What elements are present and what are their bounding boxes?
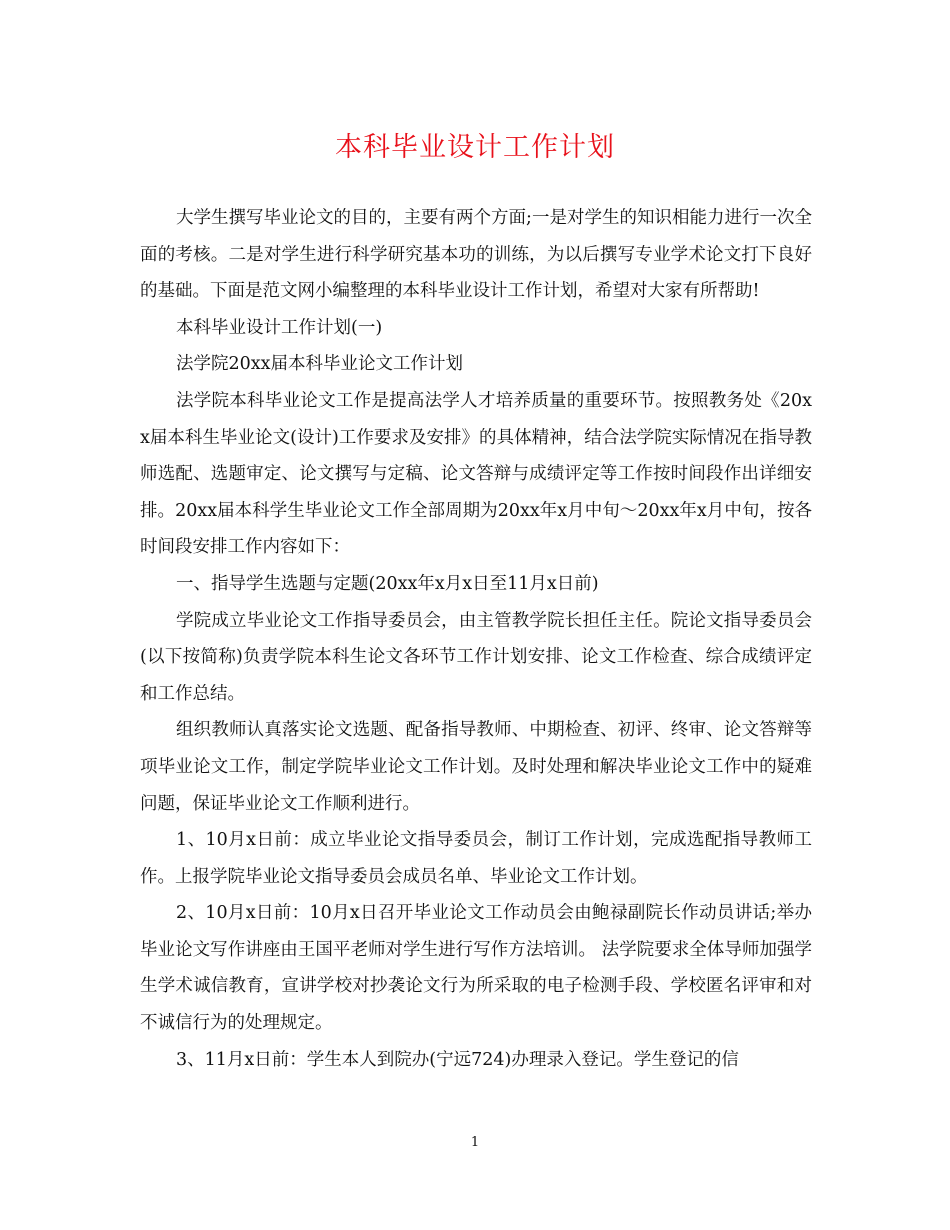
document-body xyxy=(140,200,812,1078)
subsection-heading: 法学院20xx届本科毕业论文工作计划 xyxy=(176,354,464,375)
section-heading: 本科毕业设计工作计划(一) xyxy=(176,317,383,338)
document-title: 本科毕业设计工作计划 xyxy=(335,132,615,163)
list-item: 1、10月x日前：成立毕业论文指导委员会，制订工作计划，完成选配指导教师工作。上报学院毕业论文指导委员会成员名单、毕业论文工作计划。 xyxy=(140,830,812,887)
list-item: 3、11月x日前：学生本人到院办(宁远724)办理录入登记。学生登记的信 xyxy=(176,1049,739,1070)
intro-paragraph: 大学生撰写毕业论文的目的，主要有两个方面;一是对学生的知识相能力进行一次全面的考核。二是对学生进行科学研究基本功的训练，为以后撰写专业学术论文打下良好的基础。下面是范文网小编整理的本科毕业设计工作计划，希望对大家有所帮助! xyxy=(140,208,812,302)
body-paragraph: 学院成立毕业论文工作指导委员会，由主管教学院长担任主任。院论文指导委员会(以下按简称)负责学院本科生论文各环节工作计划安排、论文工作检查、综合成绩评定和工作总结。 xyxy=(140,610,812,704)
step-heading: 一、指导学生选题与定题(20xx年x月x日至11月x日前) xyxy=(176,573,599,594)
page-number: 1 xyxy=(470,1135,480,1150)
list-item: 2、10月x日前：10月x日召开毕业论文工作动员会由鲍禄副院长作动员讲话;举办毕业论文写作讲座由王国平老师对学生进行写作方法培训。 法学院要求全体导师加强学生学术诚信教育，宣讲学校对抄袭论文行为所采取的电子检测手段、学校匿名评审和对不诚信行为的处理规定。 xyxy=(140,903,812,1034)
body-paragraph: 组织教师认真落实论文选题、配备指导教师、中期检查、初评、终审、论文答辩等项毕业论文工作，制定学院毕业论文工作计划。及时处理和解决毕业论文工作中的疑难问题，保证毕业论文工作顺利进行。 xyxy=(140,720,812,814)
body-paragraph: 法学院本科毕业论文工作是提高法学人才培养质量的重要环节。按照教务处《20xx届本科生毕业论文(设计)工作要求及安排》的具体精神，结合法学院实际情况在指导教师选配、选题审定、论文撰写与定稿、论文答辩与成绩评定等工作按时间段作出详细安排。20xx届本科学生毕业论文工作全部周期为20xx年x月中旬～20xx年x月中旬，按各时间段安排工作内容如下： xyxy=(140,390,812,558)
